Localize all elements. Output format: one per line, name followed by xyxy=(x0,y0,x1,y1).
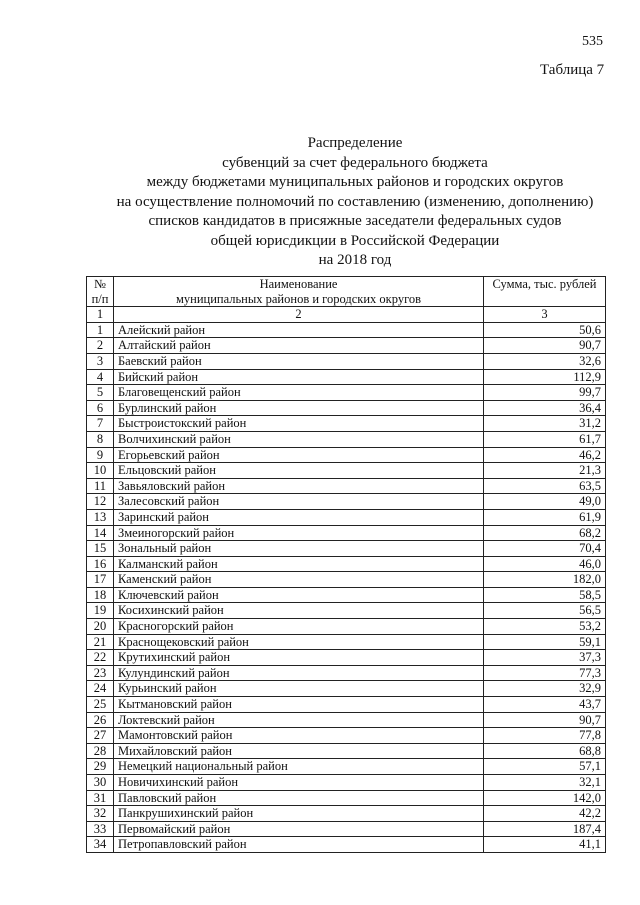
row-number: 25 xyxy=(87,697,114,713)
district-name: Красногорский район xyxy=(114,619,484,635)
district-name: Алтайский район xyxy=(114,338,484,354)
district-name: Первомайский район xyxy=(114,821,484,837)
table-row xyxy=(87,759,606,775)
subsidy-amount: 46,0 xyxy=(484,556,606,572)
table-row xyxy=(87,338,606,354)
subsidy-amount: 112,9 xyxy=(484,369,606,385)
table-body xyxy=(87,322,606,852)
district-name: Михайловский район xyxy=(114,743,484,759)
district-name: Зональный район xyxy=(114,541,484,557)
district-name: Немецкий национальный район xyxy=(114,759,484,775)
row-number: 24 xyxy=(87,681,114,697)
subsidy-amount: 41,1 xyxy=(484,837,606,853)
table-row xyxy=(87,743,606,759)
table-row xyxy=(87,712,606,728)
row-number: 20 xyxy=(87,619,114,635)
header-num-line2: п/п xyxy=(91,291,109,306)
district-name: Завьяловский район xyxy=(114,478,484,494)
row-number: 8 xyxy=(87,431,114,447)
row-number: 29 xyxy=(87,759,114,775)
header-num xyxy=(87,277,114,307)
table-header-row xyxy=(87,277,606,307)
table-row xyxy=(87,697,606,713)
title-line: между бюджетами муниципальных районов и городских округов xyxy=(146,174,564,190)
row-number: 31 xyxy=(87,790,114,806)
subsidy-amount: 61,7 xyxy=(484,431,606,447)
row-number: 9 xyxy=(87,447,114,463)
table-row xyxy=(87,681,606,697)
title-line: субвенций за счет федерального бюджета xyxy=(222,154,488,171)
table-row xyxy=(87,806,606,822)
subsidy-amount: 53,2 xyxy=(484,619,606,635)
table-row xyxy=(87,478,606,494)
document-title xyxy=(90,134,620,271)
subsidy-amount: 57,1 xyxy=(484,759,606,775)
row-number: 14 xyxy=(87,525,114,541)
table-row xyxy=(87,353,606,369)
row-number: 19 xyxy=(87,603,114,619)
table-row xyxy=(87,322,606,338)
row-number: 1 xyxy=(87,322,114,338)
column-index: 2 xyxy=(114,307,484,323)
district-name: Локтевский район xyxy=(114,712,484,728)
table-row xyxy=(87,619,606,635)
column-index-row xyxy=(87,307,606,323)
row-number: 16 xyxy=(87,556,114,572)
row-number: 3 xyxy=(87,353,114,369)
table-row xyxy=(87,665,606,681)
title-line: на 2018 год xyxy=(318,252,392,268)
subsidy-amount: 58,5 xyxy=(484,587,606,603)
table-row xyxy=(87,509,606,525)
district-name: Крутихинский район xyxy=(114,650,484,666)
row-number: 6 xyxy=(87,400,114,416)
district-name: Егорьевский район xyxy=(114,447,484,463)
district-name: Алейский район xyxy=(114,322,484,338)
district-name: Ельцовский район xyxy=(114,463,484,479)
district-name: Косихинский район xyxy=(114,603,484,619)
subsidies-table xyxy=(86,276,606,853)
header-sum: Сумма, тыс. рублей xyxy=(484,277,606,307)
district-name: Калманский район xyxy=(114,556,484,572)
table-row xyxy=(87,463,606,479)
row-number: 28 xyxy=(87,743,114,759)
subsidy-amount: 77,3 xyxy=(484,665,606,681)
district-name: Змеиногорский район xyxy=(114,525,484,541)
district-name: Баевский район xyxy=(114,353,484,369)
subsidy-amount: 21,3 xyxy=(484,463,606,479)
table-row xyxy=(87,650,606,666)
subsidy-amount: 43,7 xyxy=(484,697,606,713)
header-name-line1: Наименование xyxy=(259,277,338,291)
district-name: Ключевский район xyxy=(114,587,484,603)
subsidy-amount: 68,8 xyxy=(484,743,606,759)
title-line: Распределение xyxy=(307,135,403,151)
subsidy-amount: 187,4 xyxy=(484,821,606,837)
subsidy-amount: 36,4 xyxy=(484,400,606,416)
title-line: на осуществление полномочий по составлению (изменению, дополнению) xyxy=(116,193,594,210)
row-number: 30 xyxy=(87,775,114,791)
table-row xyxy=(87,431,606,447)
row-number: 4 xyxy=(87,369,114,385)
title-line: списков кандидатов в присяжные заседатели федеральных судов xyxy=(148,213,562,229)
row-number: 18 xyxy=(87,587,114,603)
column-index: 3 xyxy=(484,307,606,323)
district-name: Кытмановский район xyxy=(114,697,484,713)
table-row xyxy=(87,400,606,416)
row-number: 7 xyxy=(87,416,114,432)
page-number: 535 xyxy=(582,34,603,49)
subsidy-amount: 59,1 xyxy=(484,634,606,650)
district-name: Мамонтовский район xyxy=(114,728,484,744)
table-row xyxy=(87,821,606,837)
district-name: Новичихинский район xyxy=(114,775,484,791)
table-row xyxy=(87,369,606,385)
row-number: 15 xyxy=(87,541,114,557)
table-label: Таблица 7 xyxy=(540,62,605,78)
row-number: 13 xyxy=(87,509,114,525)
subsidy-amount: 142,0 xyxy=(484,790,606,806)
subsidy-amount: 61,9 xyxy=(484,509,606,525)
table-row xyxy=(87,603,606,619)
table-row xyxy=(87,790,606,806)
table-row xyxy=(87,447,606,463)
row-number: 10 xyxy=(87,463,114,479)
district-name: Каменский район xyxy=(114,572,484,588)
subsidy-amount: 32,9 xyxy=(484,681,606,697)
column-index: 1 xyxy=(87,307,114,323)
row-number: 34 xyxy=(87,837,114,853)
table-row xyxy=(87,416,606,432)
subsidy-amount: 31,2 xyxy=(484,416,606,432)
header-name xyxy=(114,277,484,307)
header-name-line2: муниципальных районов и городских округов xyxy=(175,291,422,306)
table-row xyxy=(87,494,606,510)
subsidy-amount: 99,7 xyxy=(484,385,606,401)
table-row xyxy=(87,525,606,541)
row-number: 11 xyxy=(87,478,114,494)
table-row xyxy=(87,572,606,588)
header-num-line1: № xyxy=(94,277,106,291)
subsidy-amount: 90,7 xyxy=(484,338,606,354)
subsidy-amount: 77,8 xyxy=(484,728,606,744)
district-name: Курьинский район xyxy=(114,681,484,697)
row-number: 33 xyxy=(87,821,114,837)
row-number: 17 xyxy=(87,572,114,588)
subsidy-amount: 68,2 xyxy=(484,525,606,541)
subsidy-amount: 49,0 xyxy=(484,494,606,510)
district-name: Быстроистокский район xyxy=(114,416,484,432)
table-row xyxy=(87,556,606,572)
row-number: 23 xyxy=(87,665,114,681)
subsidy-amount: 70,4 xyxy=(484,541,606,557)
subsidy-amount: 56,5 xyxy=(484,603,606,619)
subsidy-amount: 32,1 xyxy=(484,775,606,791)
row-number: 26 xyxy=(87,712,114,728)
table-row xyxy=(87,728,606,744)
district-name: Бурлинский район xyxy=(114,400,484,416)
district-name: Бийский район xyxy=(114,369,484,385)
row-number: 5 xyxy=(87,385,114,401)
district-name: Кулундинский район xyxy=(114,665,484,681)
district-name: Волчихинский район xyxy=(114,431,484,447)
district-name: Павловский район xyxy=(114,790,484,806)
table-row xyxy=(87,587,606,603)
subsidy-amount: 37,3 xyxy=(484,650,606,666)
table-row xyxy=(87,385,606,401)
subsidy-amount: 32,6 xyxy=(484,353,606,369)
row-number: 32 xyxy=(87,806,114,822)
table-row xyxy=(87,837,606,853)
row-number: 2 xyxy=(87,338,114,354)
district-name: Краснощековский район xyxy=(114,634,484,650)
district-name: Залесовский район xyxy=(114,494,484,510)
district-name: Панкрушихинский район xyxy=(114,806,484,822)
row-number: 27 xyxy=(87,728,114,744)
table-row xyxy=(87,541,606,557)
row-number: 12 xyxy=(87,494,114,510)
subsidy-amount: 90,7 xyxy=(484,712,606,728)
title-line: общей юрисдикции в Российской Федерации xyxy=(210,232,500,249)
row-number: 21 xyxy=(87,634,114,650)
subsidy-amount: 182,0 xyxy=(484,572,606,588)
subsidy-amount: 50,6 xyxy=(484,322,606,338)
subsidy-amount: 42,2 xyxy=(484,806,606,822)
table-row xyxy=(87,775,606,791)
table-row xyxy=(87,634,606,650)
district-name: Благовещенский район xyxy=(114,385,484,401)
row-number: 22 xyxy=(87,650,114,666)
subsidy-amount: 46,2 xyxy=(484,447,606,463)
district-name: Петропавловский район xyxy=(114,837,484,853)
subsidy-amount: 63,5 xyxy=(484,478,606,494)
district-name: Заринский район xyxy=(114,509,484,525)
